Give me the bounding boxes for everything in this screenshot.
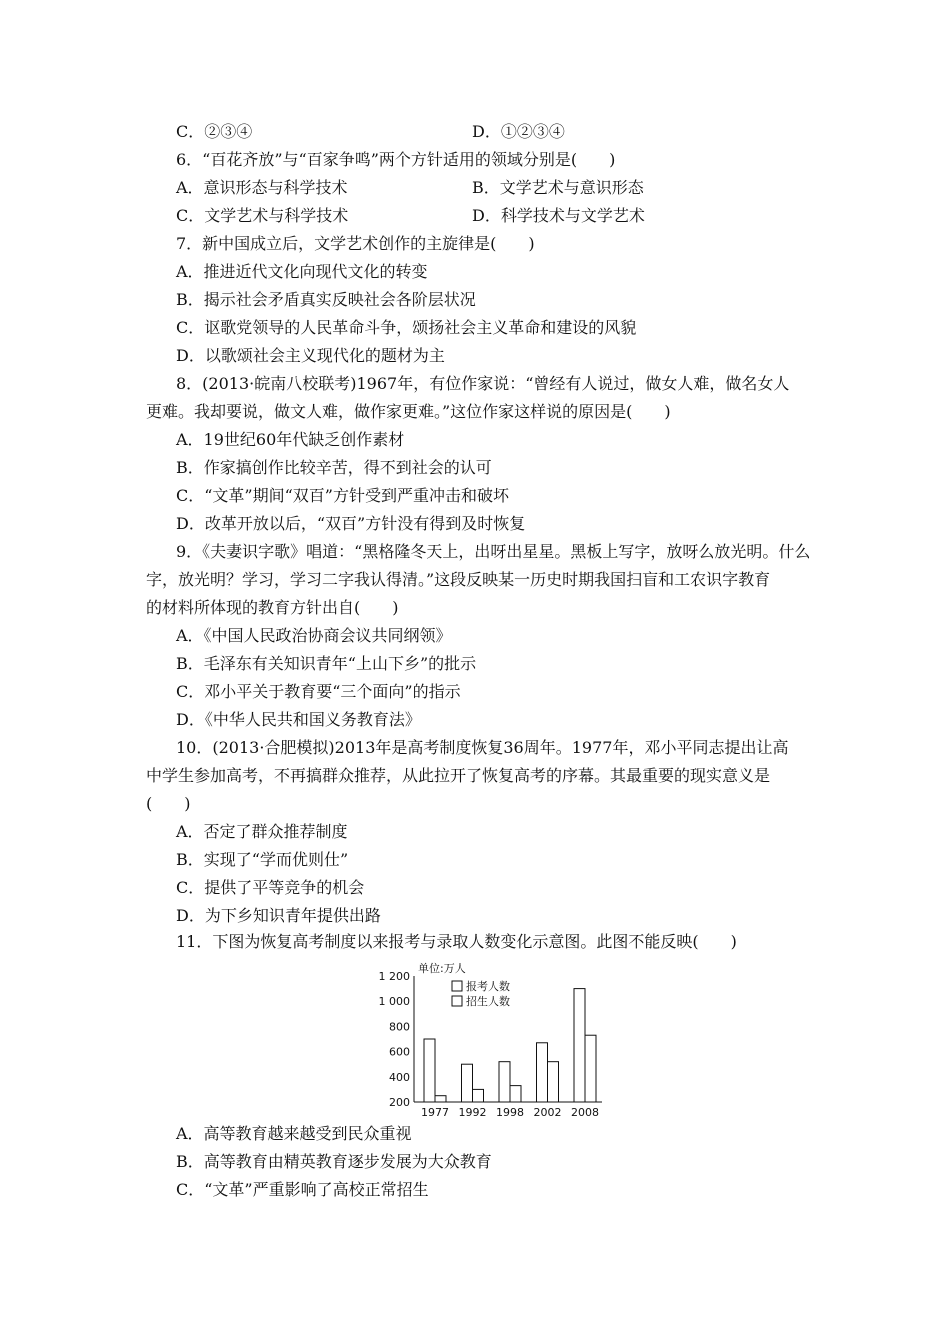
q9-option-d: D．《中华人民共和国义务教育法》: [176, 710, 421, 729]
q8-option-d: D．改革开放以后，“双百”方针没有得到及时恢复: [176, 514, 526, 533]
bar-admitted-1992: [473, 1089, 484, 1102]
q6-option-c: C．文学艺术与科学技术: [176, 206, 349, 225]
q11-stem: 11．下图为恢复高考制度以来报考与录取人数变化示意图。此图不能反映( ): [176, 932, 737, 951]
x-tick-label: 2002: [533, 1106, 562, 1119]
x-tick-label: 2008: [571, 1106, 599, 1119]
q8-option-c: C．“文革”期间“双百”方针受到严重冲击和破坏: [176, 486, 509, 505]
chart-unit-label: 单位:万人: [418, 962, 466, 975]
q10-option-c: C．提供了平等竞争的机会: [176, 878, 365, 897]
q6-stem: 6．“百花齐放”与“百家争鸣”两个方针适用的领域分别是( ): [176, 150, 616, 169]
bar-admitted-1977: [435, 1096, 446, 1102]
y-tick-label: 400: [389, 1070, 410, 1084]
y-tick-label: 1 000: [378, 995, 410, 1009]
q10-stem-line2: 中学生参加高考，不再搞群众推荐，从此拉开了恢复高考的序幕。其最重要的现实意义是: [146, 766, 771, 785]
bar-applicants-1992: [462, 1064, 473, 1102]
q9-option-a: A．《中国人民政治协商会议共同纲领》: [176, 626, 452, 645]
q7-option-d: D．以歌颂社会主义现代化的题材为主: [176, 346, 445, 365]
q7-option-c: C．讴歌党领导的人民革命斗争，颂扬社会主义革命和建设的风貌: [176, 318, 637, 337]
q9-stem-line3: 的材料所体现的教育方针出自( ): [146, 598, 399, 617]
bar-admitted-1998: [510, 1086, 521, 1102]
bar-admitted-2002: [548, 1062, 559, 1102]
bar-applicants-2008: [574, 989, 585, 1102]
bar-admitted-2008: [585, 1035, 596, 1102]
x-tick-label: 1977: [421, 1106, 449, 1119]
q8-stem-line1: 8．(2013·皖南八校联考)1967年，有位作家说：“曾经有人说过，做女人难，做名女人: [176, 374, 790, 393]
chart-bars: [424, 989, 596, 1102]
y-tick-label: 800: [389, 1020, 410, 1034]
q9-option-b: B．毛泽东有关知识青年“上山下乡”的批示: [176, 654, 477, 673]
q10-option-a: A．否定了群众推荐制度: [176, 822, 348, 841]
q6-option-a: A．意识形态与科学技术: [176, 178, 348, 197]
q9-option-c: C．邓小平关于教育要“三个面向”的指示: [176, 682, 461, 701]
q8-stem-line2: 更难。我却要说，做文人难，做作家更难。”这位作家这样说的原因是( ): [146, 402, 671, 421]
bar-applicants-2002: [537, 1043, 548, 1102]
legend-label-applicants: 报考人数: [466, 980, 510, 993]
y-tick-label: 200: [389, 1096, 410, 1109]
admissions-bar-chart: [362, 956, 610, 1124]
legend-label-admitted: 招生人数: [466, 995, 510, 1008]
q10-stem-line3: ( ): [146, 794, 191, 813]
q10-option-b: B．实现了“学而优则仕”: [176, 850, 349, 869]
x-tick-label: 1992: [458, 1106, 487, 1119]
q7-option-a: A．推进近代文化向现代文化的转变: [176, 262, 428, 281]
bar-applicants-1998: [499, 1062, 510, 1102]
q11-option-a: A．高等教育越来越受到民众重视: [176, 1124, 412, 1143]
q9-stem-line2: 字，放光明？学习，学习二字我认得清。”这段反映某一历史时期我国扫盲和工农识字教育: [146, 570, 771, 589]
y-tick-label: 1 200: [378, 970, 410, 983]
x-tick-label: 1998: [496, 1106, 524, 1119]
q5-option-c: C．②③④: [176, 122, 253, 141]
q6-option-d: D．科学技术与文学艺术: [472, 206, 645, 225]
q8-option-b: B．作家搞创作比较辛苦，得不到社会的认可: [176, 458, 492, 477]
q7-option-b: B．揭示社会矛盾真实反映社会各阶层状况: [176, 290, 476, 309]
q6-option-b: B．文学艺术与意识形态: [472, 178, 644, 197]
x-tick-labels: [421, 1106, 599, 1119]
q11-option-b: B．高等教育由精英教育逐步发展为大众教育: [176, 1152, 492, 1171]
legend-swatch-applicants: [452, 981, 462, 991]
q5-option-d: D．①②③④: [472, 122, 565, 141]
y-tick-label: 600: [389, 1045, 410, 1059]
legend-swatch-admitted: [452, 996, 462, 1006]
q10-stem-line1: 10．(2013·合肥模拟)2013年是高考制度恢复36周年。1977年，邓小平同志提出让高: [176, 738, 789, 757]
q10-option-d: D．为下乡知识青年提供出路: [176, 906, 381, 925]
y-tick-labels: [379, 970, 411, 1109]
q11-option-c: C．“文革”严重影响了高校正常招生: [176, 1180, 429, 1199]
q7-stem: 7．新中国成立后，文学艺术创作的主旋律是( ): [176, 234, 535, 253]
q8-option-a: A．19世纪60年代缺乏创作素材: [176, 430, 405, 449]
chart-legend: [452, 979, 510, 1008]
bar-applicants-1977: [424, 1039, 435, 1102]
q9-stem-line1: 9．《夫妻识字歌》唱道：“黑格隆冬天上，出呀出星星。黑板上写字，放呀么放光明。什么: [176, 542, 811, 561]
